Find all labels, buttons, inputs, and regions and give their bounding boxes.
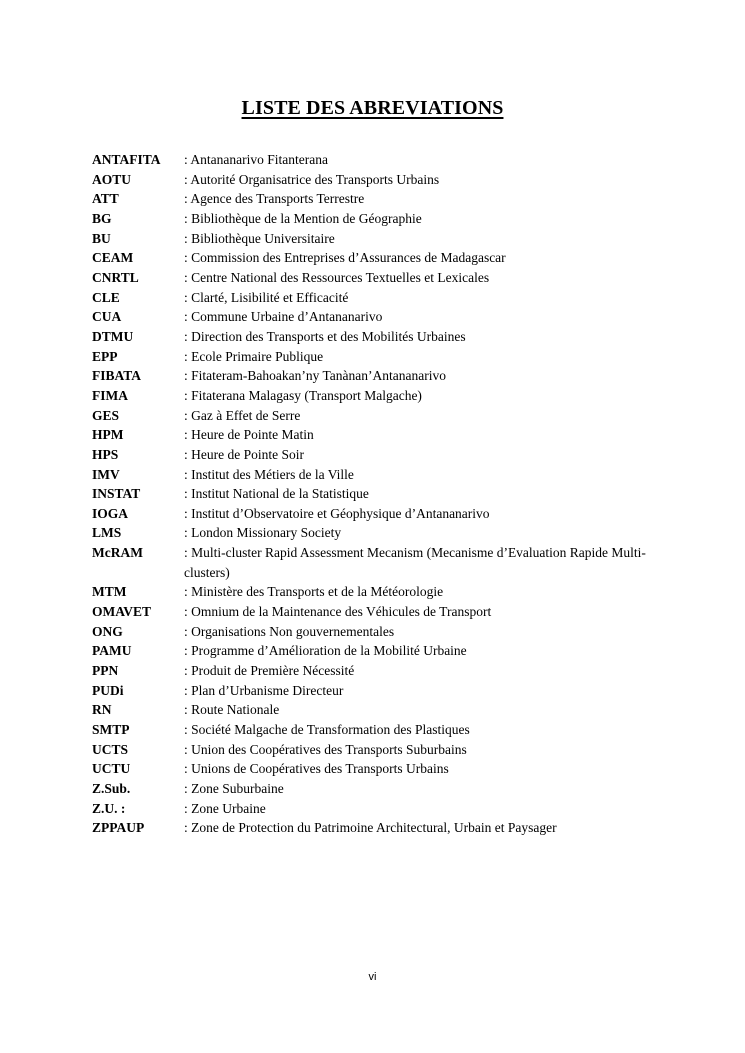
abbreviation-row xyxy=(92,543,652,582)
abbreviation-row xyxy=(92,248,652,268)
abbreviation-term: IMV xyxy=(92,466,120,482)
abbreviation-row xyxy=(92,818,652,838)
abbreviation-row xyxy=(92,366,652,386)
abbreviation-term: BG xyxy=(92,210,112,226)
abbreviation-definition: : Zone Suburbaine xyxy=(184,781,284,796)
abbreviation-term: CEAM xyxy=(92,250,134,266)
abbreviation-definition: : Plan d’Urbanisme Directeur xyxy=(184,682,344,698)
abbreviation-definition: : Multi-cluster Rapid Assessment Mecanism (Mecanisme d’Evaluation Rapide Multi-clusters) xyxy=(184,545,646,580)
abbreviation-term: HPM xyxy=(92,427,124,443)
abbreviation-row xyxy=(92,799,652,819)
abbreviation-term: AOTU xyxy=(92,171,132,187)
abbreviation-row xyxy=(92,229,652,249)
abbreviation-list xyxy=(92,150,652,838)
page-title: LISTE DES ABREVIATIONS xyxy=(241,97,504,119)
abbreviation-row xyxy=(92,327,652,347)
abbreviation-definition: : Institut National de la Statistique xyxy=(184,486,369,502)
abbreviation-definition: : Autorité Organisatrice des Transports Urbains xyxy=(184,171,440,187)
abbreviation-row xyxy=(92,759,652,779)
abbreviation-definition: : Antananarivo Fitanterana xyxy=(184,152,328,167)
abbreviation-row xyxy=(92,779,652,799)
abbreviation-term: Z.U. : xyxy=(92,800,126,816)
abbreviation-definition: : Direction des Transports et des Mobilités Urbaines xyxy=(184,328,466,344)
abbreviation-definition: : Ministère des Transports et de la Météorologie xyxy=(184,584,444,600)
abbreviation-definition: : Commission des Entreprises d’Assurances de Madagascar xyxy=(184,250,506,266)
abbreviation-definition: : London Missionary Society xyxy=(184,525,342,541)
abbreviation-row xyxy=(92,288,652,308)
abbreviation-row xyxy=(92,150,652,170)
abbreviation-definition: : Bibliothèque de la Mention de Géographie xyxy=(184,210,422,226)
abbreviation-row xyxy=(92,641,652,661)
abbreviation-row xyxy=(92,465,652,485)
abbreviation-term: CUA xyxy=(92,309,122,325)
abbreviation-row xyxy=(92,661,652,681)
abbreviation-row xyxy=(92,504,652,524)
abbreviation-definition: : Heure de Pointe Soir xyxy=(184,446,304,462)
abbreviation-term: ANTAFITA xyxy=(92,152,161,167)
abbreviation-term: McRAM xyxy=(92,545,143,561)
abbreviation-definition: : Fitaterana Malagasy (Transport Malgache) xyxy=(184,387,422,403)
abbreviation-definition: : Unions de Coopératives des Transports Urbains xyxy=(184,761,449,777)
abbreviation-term: FIBATA xyxy=(92,368,142,384)
abbreviation-row xyxy=(92,189,652,209)
abbreviation-row xyxy=(92,445,652,465)
abbreviation-definition: : Fitateram-Bahoakan’ny Tanànan’Antananarivo xyxy=(184,368,446,384)
abbreviation-term: CLE xyxy=(92,289,120,305)
abbreviation-definition: : Commune Urbaine d’Antananarivo xyxy=(184,309,383,325)
abbreviation-row xyxy=(92,740,652,760)
abbreviation-row xyxy=(92,209,652,229)
abbreviation-term: SMTP xyxy=(92,722,130,738)
abbreviation-definition: : Programme d’Amélioration de la Mobilité Urbaine xyxy=(184,643,467,659)
abbreviation-definition: : Institut des Métiers de la Ville xyxy=(184,466,354,482)
abbreviation-definition: : Ecole Primaire Publique xyxy=(184,348,324,364)
abbreviation-term: ATT xyxy=(92,191,119,207)
abbreviation-term: HPS xyxy=(92,446,119,462)
abbreviation-row xyxy=(92,425,652,445)
abbreviation-term: LMS xyxy=(92,525,122,541)
abbreviation-definition: : Clarté, Lisibilité et Efficacité xyxy=(184,289,349,305)
abbreviation-row xyxy=(92,347,652,367)
abbreviation-term: ONG xyxy=(92,623,123,639)
abbreviation-definition: : Heure de Pointe Matin xyxy=(184,427,314,443)
abbreviation-definition: : Zone Urbaine xyxy=(184,800,266,816)
abbreviation-row xyxy=(92,307,652,327)
abbreviation-term: DTMU xyxy=(92,328,134,344)
abbreviation-term: ZPPAUP xyxy=(92,820,145,836)
abbreviation-term: EPP xyxy=(92,348,118,364)
abbreviation-row xyxy=(92,170,652,190)
abbreviation-row xyxy=(92,681,652,701)
abbreviation-row xyxy=(92,484,652,504)
abbreviation-term: Z.Sub. xyxy=(92,781,131,796)
abbreviation-row xyxy=(92,602,652,622)
abbreviation-term: INSTAT xyxy=(92,486,141,502)
abbreviation-term: RN xyxy=(92,702,112,718)
abbreviation-definition: : Agence des Transports Terrestre xyxy=(184,191,365,207)
abbreviation-term: PPN xyxy=(92,663,119,679)
abbreviation-definition: : Société Malgache de Transformation des Plastiques xyxy=(184,722,470,738)
abbreviation-term: MTM xyxy=(92,584,127,600)
abbreviation-definition: : Organisations Non gouvernementales xyxy=(184,623,395,639)
abbreviation-term: FIMA xyxy=(92,387,128,403)
abbreviation-row xyxy=(92,406,652,426)
abbreviation-term: BU xyxy=(92,230,111,246)
abbreviation-definition: : Gaz à Effet de Serre xyxy=(184,407,301,423)
page-number: vi xyxy=(368,971,377,983)
abbreviation-row xyxy=(92,268,652,288)
abbreviation-definition: : Union des Coopératives des Transports Suburbains xyxy=(184,741,467,757)
abbreviation-definition: : Produit de Première Nécessité xyxy=(184,663,355,679)
abbreviation-row xyxy=(92,582,652,602)
abbreviation-term: IOGA xyxy=(92,505,129,521)
abbreviation-term: PUDi xyxy=(92,682,124,698)
abbreviation-row xyxy=(92,523,652,543)
abbreviation-definition: : Zone de Protection du Patrimoine Architectural, Urbain et Paysager xyxy=(184,820,557,836)
abbreviation-row xyxy=(92,700,652,720)
abbreviation-row xyxy=(92,720,652,740)
abbreviation-term: CNRTL xyxy=(92,269,139,285)
abbreviation-definition: : Bibliothèque Universitaire xyxy=(184,230,335,246)
abbreviation-term: PAMU xyxy=(92,643,132,659)
abbreviation-row xyxy=(92,622,652,642)
abbreviation-row xyxy=(92,386,652,406)
abbreviation-term: UCTU xyxy=(92,761,131,777)
abbreviation-term: UCTS xyxy=(92,741,129,757)
abbreviation-definition: : Route Nationale xyxy=(184,702,280,718)
abbreviation-definition: : Institut d’Observatoire et Géophysique d’Antananarivo xyxy=(184,505,490,521)
abbreviation-term: GES xyxy=(92,407,120,423)
abbreviation-definition: : Omnium de la Maintenance des Véhicules de Transport xyxy=(184,604,492,620)
abbreviation-term: OMAVET xyxy=(92,604,152,620)
abbreviation-definition: : Centre National des Ressources Textuelles et Lexicales xyxy=(184,269,490,285)
